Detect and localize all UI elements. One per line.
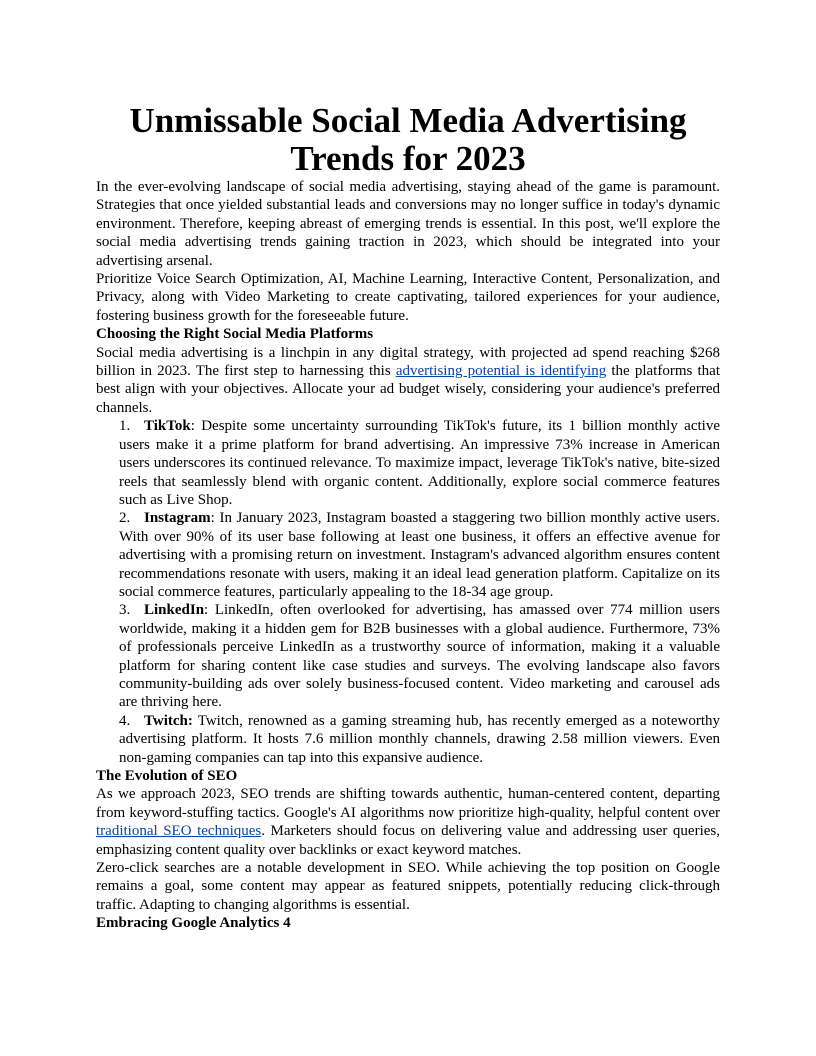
- list-number: 4.: [119, 712, 131, 729]
- platform-list: [96, 417, 720, 767]
- list-item-instagram: [119, 509, 720, 601]
- traditional-seo-link[interactable]: traditional SEO techniques: [96, 823, 262, 840]
- seo-text-after-link: . Marketers should focus on delivering value and addressing user queries, emphasizing content quality over backlinks or exact keyword matches.: [96, 823, 720, 858]
- platforms-paragraph: [96, 344, 720, 418]
- seo-paragraph-2: Zero-click searches are a notable development in SEO. While achieving the top position on Google remains a goal, some content may appear as featured snippets, potentially reducing click-through traffic. Adapting to changing algorithms is essential.: [96, 860, 720, 913]
- platforms-text-after-link: the platforms that best align with your objectives. Allocate your ad budget wisely, considering your audience's preferred channels.: [96, 363, 720, 416]
- list-number: 2.: [119, 510, 131, 527]
- list-item-name: Twitch:: [144, 712, 193, 729]
- page-title: Unmissable Social Media Advertising Trends for 2023: [129, 101, 687, 178]
- platforms-text-before-link: Social media advertising is a linchpin in any digital strategy, with projected ad spend reaching $268 billion in 2023. The first step to harnessing this: [96, 344, 720, 380]
- list-number: 3.: [119, 602, 131, 619]
- list-number: 1.: [119, 418, 131, 435]
- intro-paragraph-2: Prioritize Voice Search Optimization, AI, Machine Learning, Interactive Content, Personalization, and Privacy, along with Video Marketing to create captivating, tailored experiences for your audience, fostering business growth for the foreseeable future.: [96, 271, 720, 324]
- intro-paragraph-1: In the ever-evolving landscape of social media advertising, staying ahead of the game is paramount. Strategies that once yielded substantial leads and conversions may no longer suffice in today's dynamic environment. Therefore, keeping abreast of emerging trends is essential. In this post, we'll explore the social media advertising trends gaining traction in 2023, which should be integrated into your advertising arsenal.: [96, 179, 720, 269]
- list-item-linkedin: [119, 601, 720, 711]
- seo-paragraph-1: [96, 785, 720, 859]
- heading-analytics: Embracing Google Analytics 4: [96, 915, 291, 932]
- list-item-text: Twitch, renowned as a gaming streaming hub, has recently emerged as a noteworthy advertising platform. It hosts 7.6 million monthly channels, drawing 2.58 million viewers. Even non-gaming companies can tap into this expansive audience.: [119, 712, 720, 766]
- list-item-text: : In January 2023, Instagram boasted a staggering two billion monthly active users. With over 90% of its user base following at least one business, it offers an effective avenue for advertising with a promising return on investment. Instagram's advanced algorithm ensures content recommendations resonate with users, making it an ideal lead generation platform. Capitalize on its social commerce features, particularly appealing to the 18-34 age group.: [119, 510, 720, 600]
- list-item-twitch: [119, 712, 720, 767]
- list-item-text: : LinkedIn, often overlooked for advertising, has amassed over 774 million users worldwide, making it a hidden gem for B2B businesses with a global audience. Furthermore, 73% of professionals perceive LinkedIn as a trustworthy source of information, making it a valuable platform for sharing content like case studies and surveys. The evolving landscape also favors community-building ads over solely business-focused content. Video marketing and carousel ads are thriving here.: [119, 602, 720, 711]
- list-item-name: LinkedIn: [144, 602, 205, 619]
- list-item-tiktok: [119, 417, 720, 509]
- advertising-potential-link[interactable]: advertising potential is identifying: [395, 363, 607, 380]
- list-item-name: TikTok: [144, 418, 191, 435]
- heading-seo: The Evolution of SEO: [96, 768, 238, 784]
- list-item-text: : Despite some uncertainty surrounding TikTok's future, its 1 billion monthly active users make it a prime platform for brand advertising. An impressive 73% increase in American users underscores its continued relevance. To maximize impact, leverage TikTok's native, bite-sized reels that seamlessly blend with organic content. Additionally, explore social commerce features such as Live Shop.: [119, 418, 720, 508]
- heading-platforms: Choosing the Right Social Media Platforms: [96, 326, 374, 343]
- list-item-name: Instagram: [144, 510, 211, 527]
- seo-text-before-link: As we approach 2023, SEO trends are shifting towards authentic, human-centered content, departing from keyword-stuffing tactics. Google's AI algorithms now prioritize high-quality, helpful content over: [96, 786, 720, 821]
